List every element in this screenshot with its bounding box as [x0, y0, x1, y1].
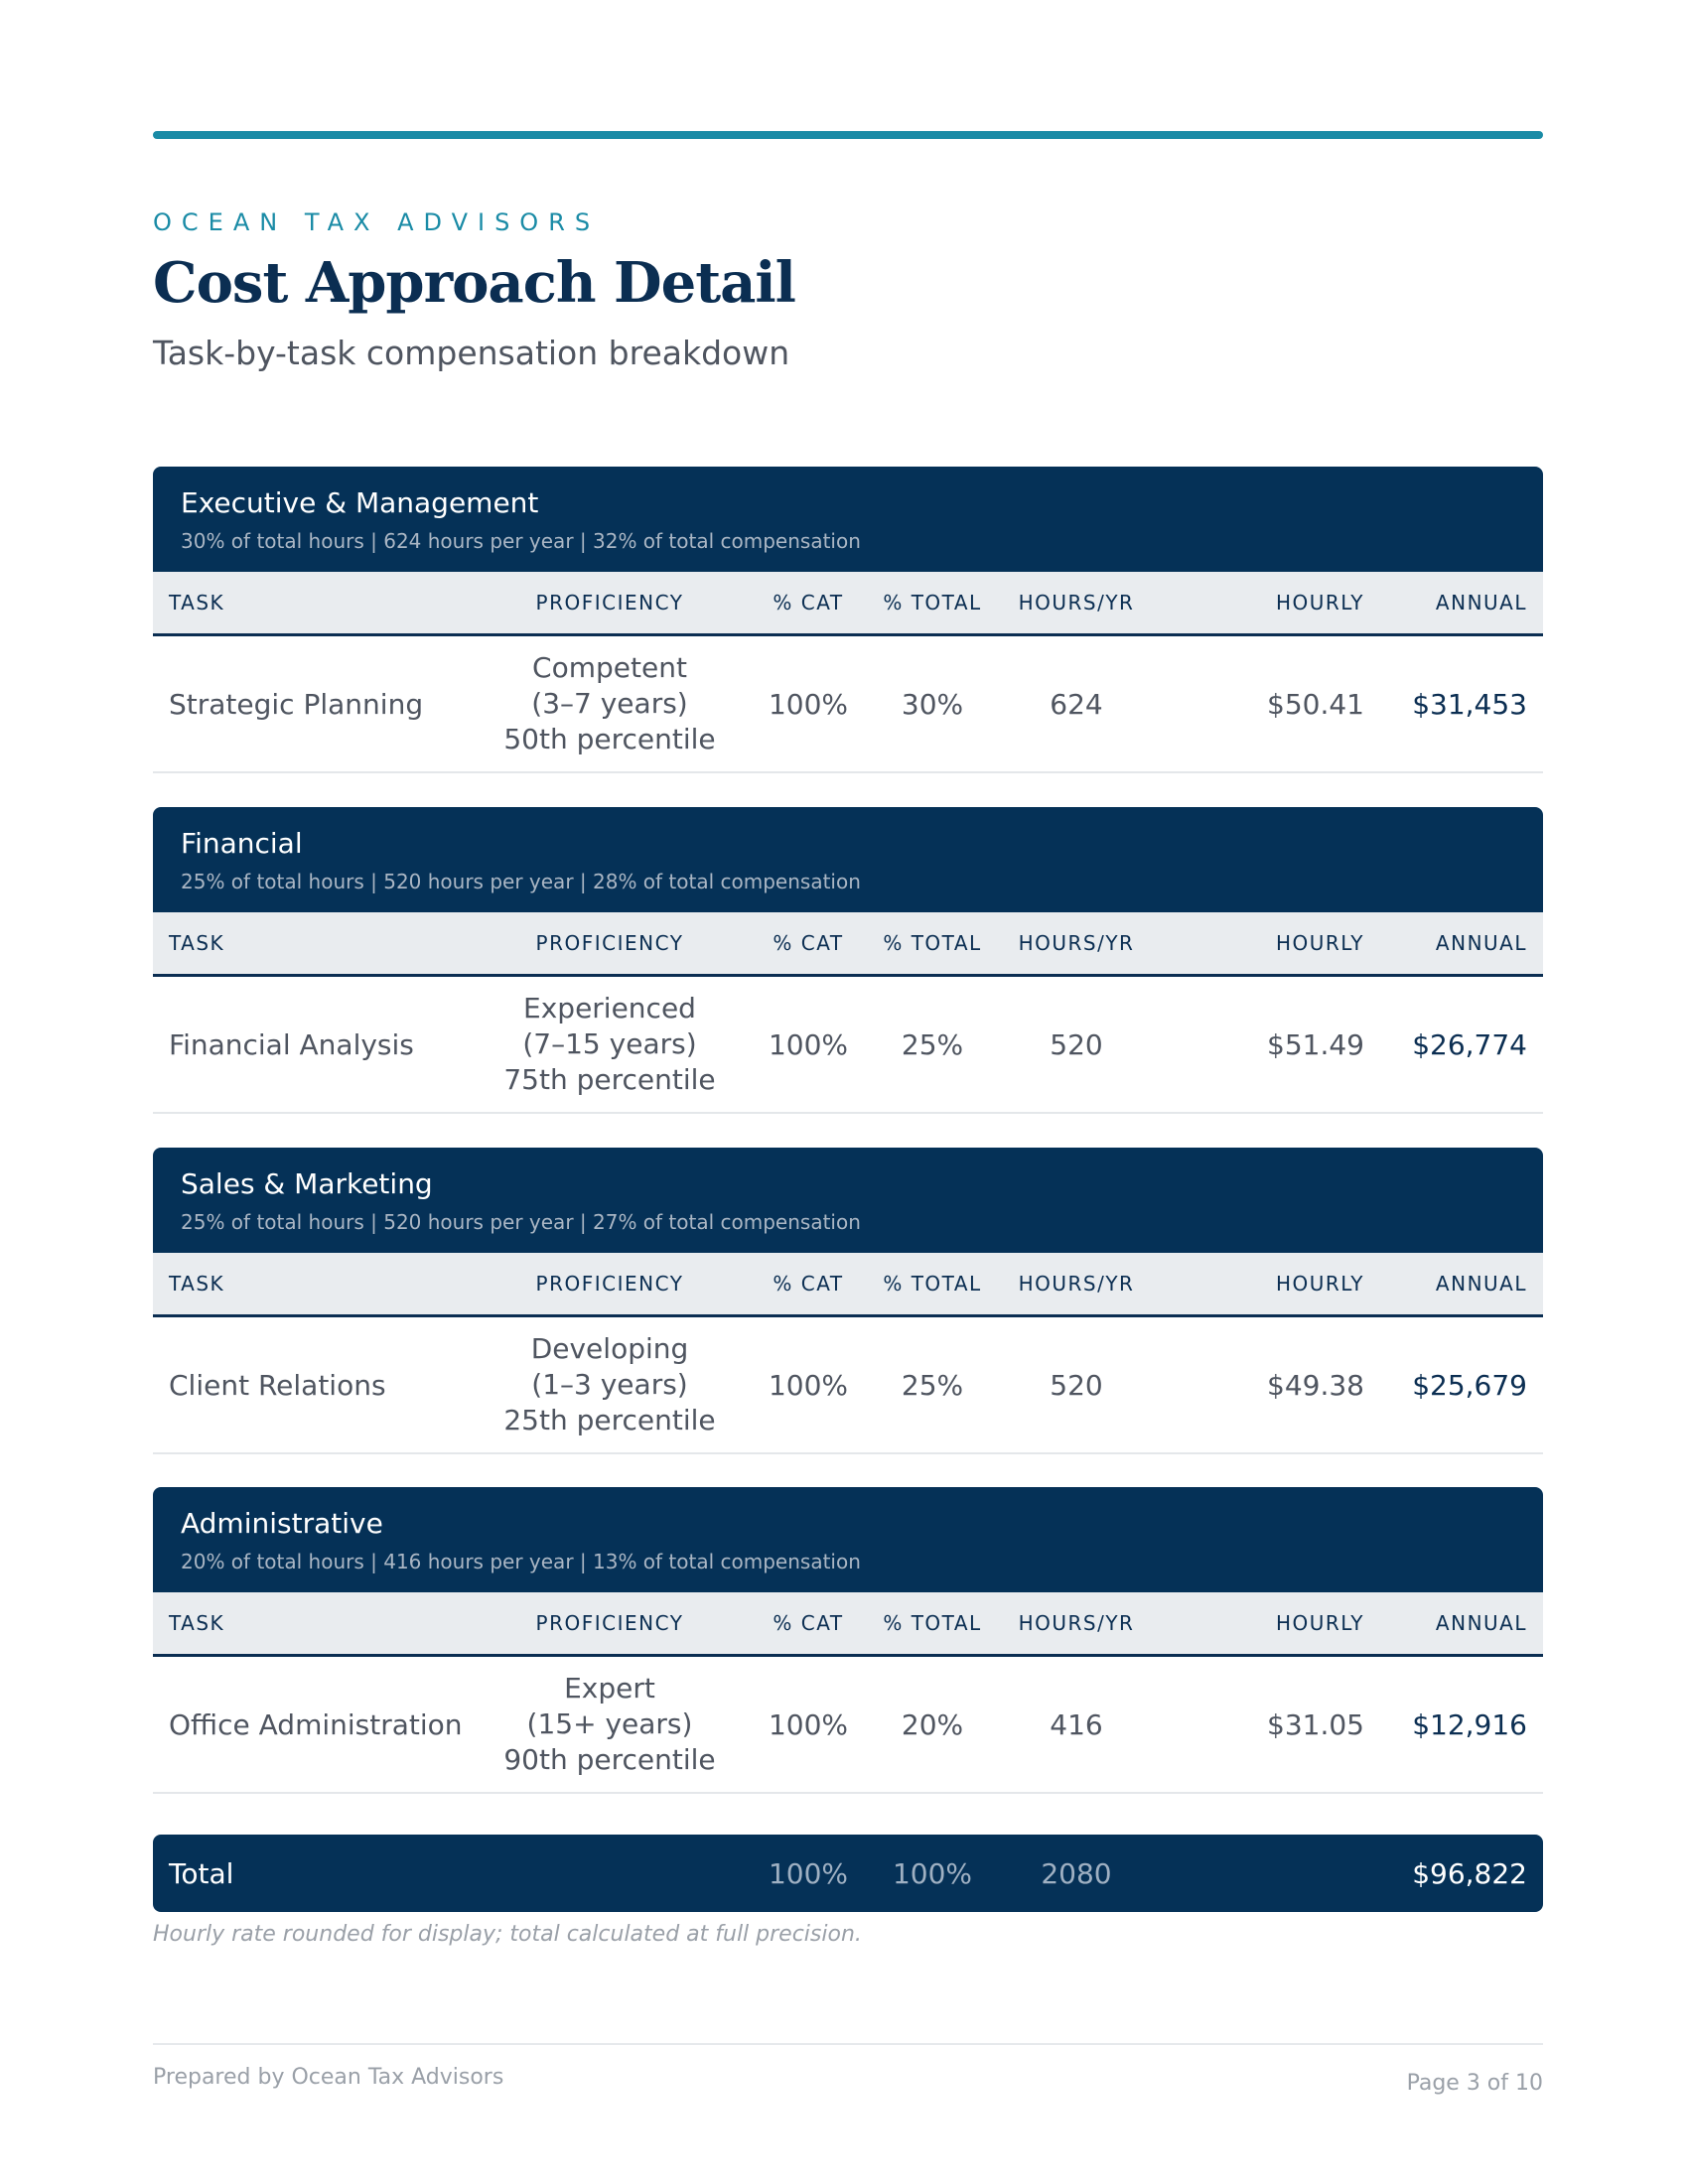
col-proficiency: PROFICIENCY	[535, 1272, 684, 1296]
section-executive-management	[153, 467, 1543, 773]
footer-divider	[153, 2043, 1543, 2045]
hourly-rate: $31.05	[1267, 1707, 1364, 1741]
col-hours-yr: HOURS/YR	[1018, 591, 1135, 614]
col-annual: ANNUAL	[1435, 931, 1527, 955]
section-summary: 30% of total hours | 624 hours per year | 32% of total compensation	[181, 529, 861, 553]
brand-name: OCEAN TAX ADVISORS	[153, 208, 601, 236]
table-row	[153, 636, 1543, 773]
table-row	[153, 1317, 1543, 1454]
col-hourly: HOURLY	[1275, 931, 1364, 955]
footnote: Hourly rate rounded for display; total calculated at full precision.	[153, 1922, 862, 1947]
proficiency-percentile: 75th percentile	[503, 1063, 716, 1096]
section-summary: 20% of total hours | 416 hours per year | 13% of total compensation	[181, 1550, 861, 1573]
proficiency-level: Competent	[532, 651, 687, 684]
col-pct-total: % TOTAL	[883, 1272, 982, 1296]
footer-prepared-by: Prepared by Ocean Tax Advisors	[153, 2065, 504, 2090]
proficiency-level: Developing	[530, 1332, 689, 1365]
proficiency-percentile: 90th percentile	[503, 1743, 716, 1776]
col-annual: ANNUAL	[1435, 1272, 1527, 1296]
column-header-row	[153, 572, 1543, 636]
pct-total: 25%	[901, 1027, 964, 1061]
col-pct-cat: % CAT	[773, 931, 844, 955]
col-pct-total: % TOTAL	[883, 931, 982, 955]
col-hours-yr: HOURS/YR	[1018, 1611, 1135, 1635]
column-header-row	[153, 1592, 1543, 1657]
task-name: Client Relations	[169, 1368, 386, 1402]
pct-total: 20%	[901, 1707, 964, 1741]
proficiency-years: (7–15 years)	[522, 1027, 697, 1060]
page-title: Cost Approach Detail	[153, 250, 795, 316]
proficiency	[481, 636, 739, 771]
total-hours: 2080	[1041, 1856, 1112, 1890]
total-label: Total	[169, 1856, 234, 1890]
column-header-row	[153, 1253, 1543, 1317]
total-pct-total: 100%	[892, 1856, 973, 1890]
section-title: Sales & Marketing	[181, 1167, 433, 1200]
annual-amount: $25,679	[1412, 1368, 1527, 1402]
column-header-row	[153, 912, 1543, 977]
section-header	[153, 1487, 1543, 1592]
top-accent-rule	[153, 131, 1543, 139]
col-hourly: HOURLY	[1275, 591, 1364, 614]
col-pct-cat: % CAT	[773, 1272, 844, 1296]
col-task: TASK	[169, 1272, 225, 1296]
hourly-rate: $50.41	[1267, 687, 1364, 721]
hours-per-year: 416	[1050, 1707, 1103, 1741]
annual-amount: $12,916	[1412, 1707, 1527, 1741]
proficiency-years: (3–7 years)	[531, 687, 688, 720]
pct-total: 25%	[901, 1368, 964, 1402]
proficiency-level: Experienced	[523, 992, 696, 1024]
section-title: Administrative	[181, 1507, 383, 1540]
proficiency	[481, 977, 739, 1112]
pct-cat: 100%	[768, 1027, 849, 1061]
total-row	[153, 1835, 1543, 1912]
hours-per-year: 520	[1050, 1368, 1103, 1402]
proficiency	[481, 1317, 739, 1452]
col-hours-yr: HOURS/YR	[1018, 931, 1135, 955]
section-title: Executive & Management	[181, 486, 539, 519]
col-hours-yr: HOURS/YR	[1018, 1272, 1135, 1296]
section-financial	[153, 807, 1543, 1114]
table-row	[153, 977, 1543, 1114]
task-name: Office Administration	[169, 1707, 463, 1741]
section-header	[153, 1148, 1543, 1253]
task-name: Strategic Planning	[169, 687, 424, 721]
section-administrative	[153, 1487, 1543, 1794]
task-name: Financial Analysis	[169, 1027, 414, 1061]
col-pct-cat: % CAT	[773, 591, 844, 614]
total-annual: $96,822	[1412, 1856, 1527, 1890]
col-hourly: HOURLY	[1275, 1272, 1364, 1296]
col-hourly: HOURLY	[1275, 1611, 1364, 1635]
annual-amount: $26,774	[1412, 1027, 1527, 1061]
footer-page-number: Page 3 of 10	[1406, 2071, 1543, 2096]
hours-per-year: 520	[1050, 1027, 1103, 1061]
proficiency	[481, 1657, 739, 1792]
section-sales-marketing	[153, 1148, 1543, 1454]
section-header	[153, 467, 1543, 572]
col-pct-cat: % CAT	[773, 1611, 844, 1635]
col-pct-total: % TOTAL	[883, 591, 982, 614]
section-summary: 25% of total hours | 520 hours per year | 27% of total compensation	[181, 1210, 861, 1234]
proficiency-years: (1–3 years)	[531, 1368, 688, 1401]
col-pct-total: % TOTAL	[883, 1611, 982, 1635]
section-header	[153, 807, 1543, 912]
col-task: TASK	[169, 931, 225, 955]
col-proficiency: PROFICIENCY	[535, 931, 684, 955]
col-annual: ANNUAL	[1435, 1611, 1527, 1635]
col-task: TASK	[169, 1611, 225, 1635]
total-pct-cat: 100%	[768, 1856, 849, 1890]
table-row	[153, 1657, 1543, 1794]
proficiency-percentile: 25th percentile	[503, 1404, 716, 1436]
proficiency-years: (15+ years)	[526, 1707, 693, 1740]
hourly-rate: $51.49	[1267, 1027, 1364, 1061]
section-summary: 25% of total hours | 520 hours per year | 28% of total compensation	[181, 870, 861, 893]
col-proficiency: PROFICIENCY	[535, 1611, 684, 1635]
col-task: TASK	[169, 591, 225, 614]
annual-amount: $31,453	[1412, 687, 1527, 721]
pct-cat: 100%	[768, 687, 849, 721]
col-annual: ANNUAL	[1435, 591, 1527, 614]
proficiency-level: Expert	[564, 1672, 655, 1705]
col-proficiency: PROFICIENCY	[535, 591, 684, 614]
hours-per-year: 624	[1050, 687, 1103, 721]
proficiency-percentile: 50th percentile	[503, 723, 716, 755]
page-subtitle: Task-by-task compensation breakdown	[153, 334, 790, 372]
pct-cat: 100%	[768, 1368, 849, 1402]
section-title: Financial	[181, 827, 303, 860]
pct-total: 30%	[901, 687, 964, 721]
pct-cat: 100%	[768, 1707, 849, 1741]
hourly-rate: $49.38	[1267, 1368, 1364, 1402]
